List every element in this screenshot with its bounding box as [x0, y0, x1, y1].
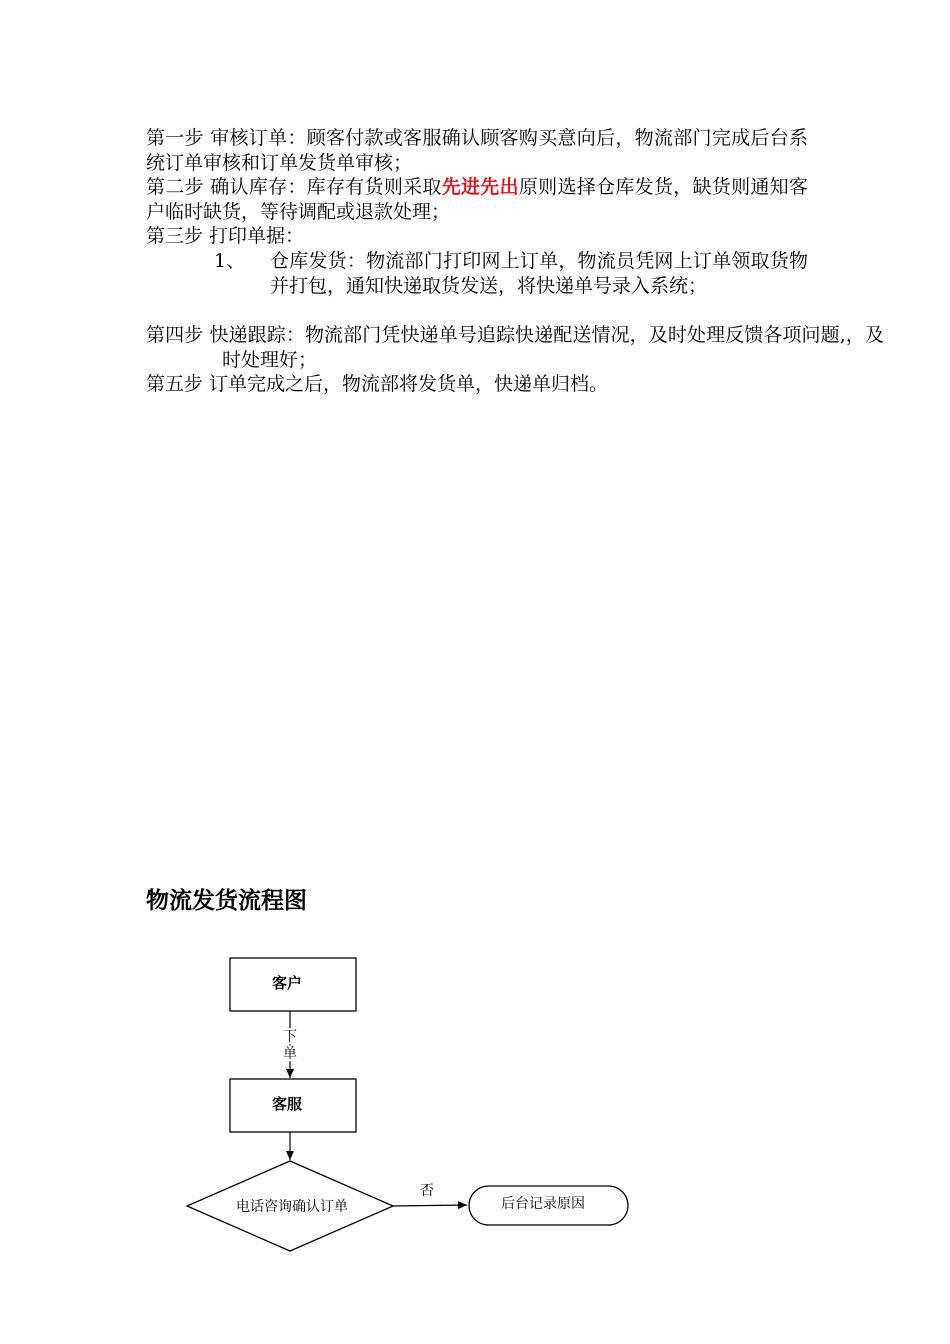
flowchart-title: 物流发货流程图: [146, 888, 307, 914]
step-2-text-after: 原则选择仓库发货，缺货则通知客户临时缺货，等待调配或退款处理；: [146, 176, 808, 223]
step-4-label: 第四步: [146, 324, 204, 346]
step-4-text: 快递跟踪：物流部门凭快递单号追踪快递配送情况，及时处理反馈各项问题,，及时处理好；: [203, 324, 884, 371]
sub-item-number: 1、: [214, 250, 246, 272]
order-label-2: 单: [283, 1046, 297, 1062]
decision-label: 电话咨询确认订单: [236, 1199, 348, 1215]
step-5-text: 订单完成之后，物流部将发货单，快递单归档。: [203, 373, 609, 395]
customer-label: 客户: [271, 974, 303, 992]
step-1-text: 审核订单：顾客付款或客服确认顾客购买意向后，物流部门完成后台系统订单审核和订单发货单审核；: [146, 127, 808, 174]
fifo-highlight: 先进先出: [441, 176, 519, 198]
step-1-label: 第一步: [146, 127, 204, 149]
step-2-label: 第二步: [146, 176, 204, 198]
step-3-label: 第三步: [146, 225, 204, 247]
record-label: 后台记录原因: [501, 1196, 585, 1212]
no-label: 否: [420, 1183, 434, 1199]
sub-item-text: 仓库发货：物流部门打印网上订单，物流员凭网上订单领取货物并打包，通知快递取货发送，将快递单号录入系统；: [270, 250, 808, 297]
no-arrow: [393, 1205, 467, 1206]
step-2-text-before: 确认库存：库存有货则采取: [203, 176, 442, 198]
service-label: 客服: [271, 1095, 303, 1113]
order-label-1: 下: [283, 1029, 297, 1045]
step-5-label: 第五步: [146, 373, 204, 395]
step-3-text: 打印单据：: [203, 225, 305, 247]
